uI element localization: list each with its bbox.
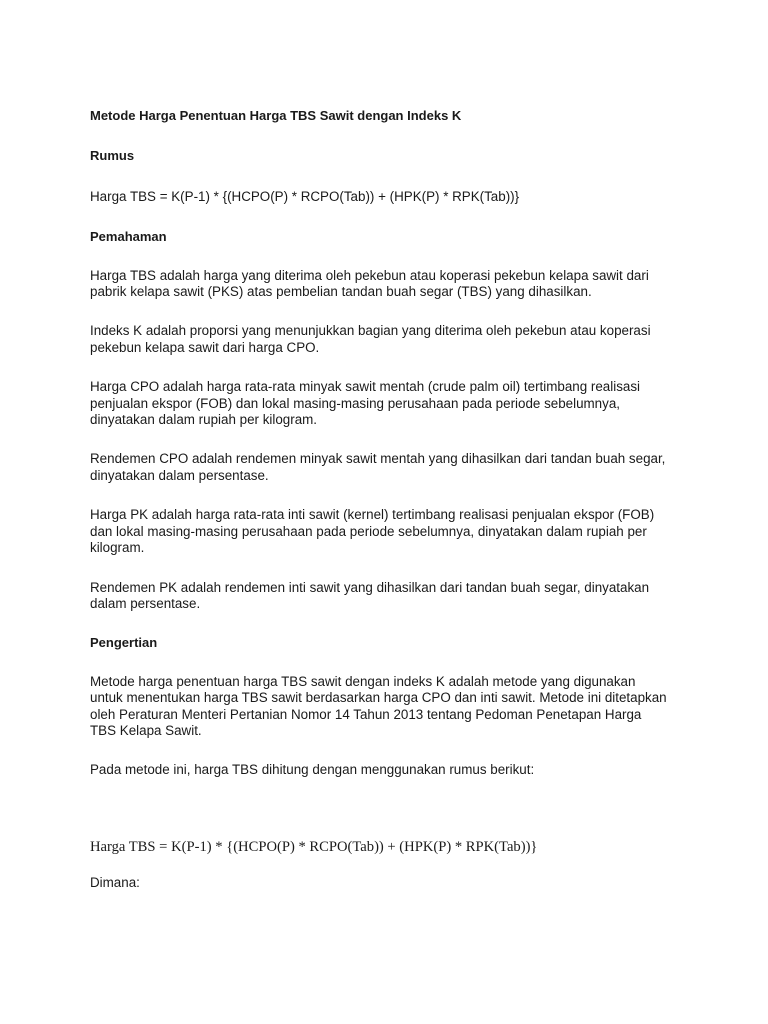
paragraph-rendemen-pk: Rendemen PK adalah rendemen inti sawit yang dihasilkan dari tandan buah segar, dinyatakan dalam persentase. <box>90 579 650 611</box>
formula-serif-text: Harga TBS = K(P-1) * {(HCPO(P) * RCPO(Tab)) + (HPK(P) * RPK(Tab))} <box>90 838 538 855</box>
document-title: Metode Harga Penentuan Harga TBS Sawit dengan Indeks K <box>90 108 462 123</box>
dimana-label: Dimana: <box>90 874 140 890</box>
document-body <box>90 108 670 891</box>
paragraph-intro-formula: Pada metode ini, harga TBS dihitung dengan menggunakan rumus berikut: <box>90 762 535 778</box>
rumus-heading: Rumus <box>90 148 135 164</box>
paragraph-harga-tbs: Harga TBS adalah harga yang diterima oleh pekebun atau koperasi pekebun kelapa sawit dari pabrik kelapa sawit (PKS) atas pembelian tandan buah segar (TBS) yang dihasilkan. <box>90 267 649 300</box>
pengertian-heading: Pengertian <box>90 635 158 651</box>
paragraph-harga-cpo: Harga CPO adalah harga rata-rata minyak sawit mentah (crude palm oil) tertimbang realisasi penjualan ekspor (FOB) dan lokal masing-masing perusahaan pada periode sebelumnya, dinyatakan dalam rupiah per kilogram. <box>90 379 641 428</box>
formula-text: Harga TBS = K(P-1) * {(HCPO(P) * RCPO(Tab)) + (HPK(P) * RPK(Tab))} <box>90 188 520 204</box>
paragraph-pengertian: Metode harga penentuan harga TBS sawit dengan indeks K adalah metode yang digunakan untuk menentukan harga TBS sawit berdasarkan harga CPO dan inti sawit. Metode ini ditetapkan oleh Peraturan Menteri Pertanian Nomor 14 Tahun 2013 tentang Pedoman Penetapan Harga TBS Kelapa Sawit. <box>90 673 667 738</box>
paragraph-harga-pk: Harga PK adalah harga rata-rata inti sawit (kernel) tertimbang realisasi penjualan ekspor (FOB) dan lokal masing-masing perusahaan pada periode sebelumnya, dinyatakan dalam rupiah per kilogram. <box>90 507 655 556</box>
paragraph-indeks-k: Indeks K adalah proporsi yang menunjukkan bagian yang diterima oleh pekebun atau koperasi pekebun kelapa sawit dari harga CPO. <box>90 323 651 355</box>
paragraph-rendemen-cpo: Rendemen CPO adalah rendemen minyak sawit mentah yang dihasilkan dari tandan buah segar, dinyatakan dalam persentase. <box>90 451 666 483</box>
pemahaman-heading: Pemahaman <box>90 229 167 245</box>
